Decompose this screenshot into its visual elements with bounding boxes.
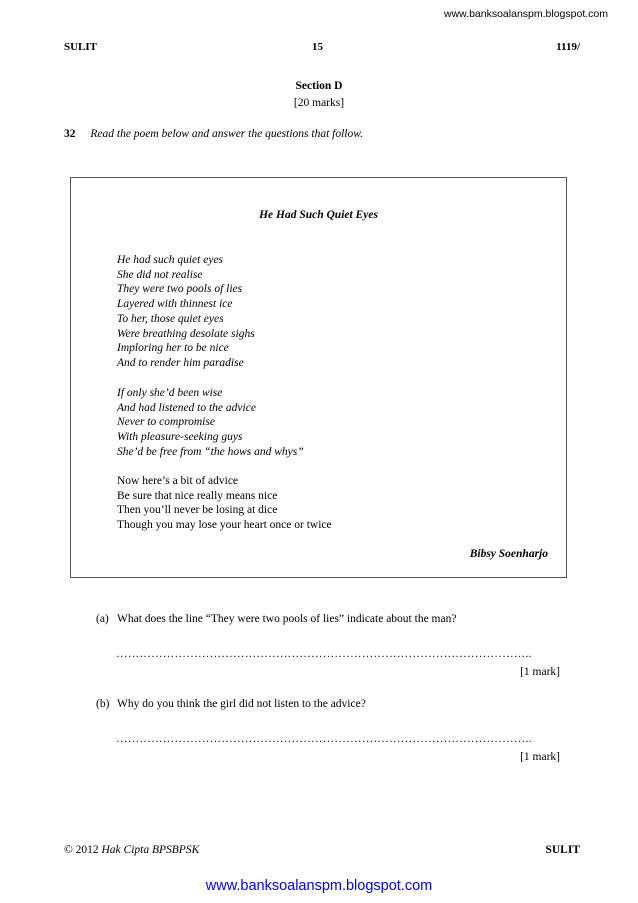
part-label: (a): [96, 613, 109, 625]
poem-stanza-2: [117, 386, 304, 460]
part-a-marks: [1 mark]: [520, 666, 560, 678]
poem-line: He had such quiet eyes: [117, 254, 224, 266]
poem-line: Be sure that nice really means nice: [117, 489, 278, 502]
poem-line: Never to compromise: [117, 416, 215, 429]
footer-sulit: SULIT: [545, 844, 580, 856]
question-instruction: Read the poem below and answer the questions that follow.: [90, 128, 363, 140]
copyright-year: © 2012: [64, 844, 99, 856]
poem-box: [70, 177, 567, 578]
question-line: [64, 128, 363, 140]
part-label: (b): [96, 698, 110, 710]
poem-stanza-1: [117, 253, 255, 371]
poem-stanza-3: [117, 474, 332, 533]
poem-line: She did not realise: [117, 268, 203, 281]
question-number: 32: [64, 128, 76, 140]
part-question: What does the line “They were two pools of lies” indicate about the man?: [117, 613, 457, 625]
footer-copyright: [64, 844, 199, 856]
part-question: Why do you think the girl did not listen to the advice?: [117, 698, 366, 710]
header-sulit: SULIT: [64, 41, 98, 53]
poem-line: She’d be free from “the hows and whys”: [117, 445, 304, 458]
poem-title: He Had Such Quiet Eyes: [259, 209, 378, 221]
poem-line: And to render him paradise: [117, 356, 244, 369]
poem-line: To her, those quiet eyes: [117, 312, 224, 325]
section-title: Section D: [295, 80, 343, 92]
paper-code: 1119/: [556, 41, 580, 53]
question-part-a: [96, 613, 456, 625]
poem-line: Were breathing desolate sighs: [117, 327, 255, 340]
poem-line: With pleasure-seeking guys: [117, 431, 243, 444]
poem-line: Then you’ll never be losing at dice: [117, 504, 278, 517]
poem-line: If only she’d been wise: [117, 387, 223, 399]
section-marks: [20 marks]: [293, 97, 345, 109]
poem-line: And had listened to the advice: [117, 401, 256, 414]
poem-line: They were two pools of lies: [117, 283, 243, 296]
bottom-url-link[interactable]: www.banksoalanspm.blogspot.com: [205, 878, 433, 894]
answer-line-a[interactable]: ……………………………………………………………………………………………..: [116, 648, 532, 660]
copyright-holder: Hak Cipta BPSBPSK: [101, 844, 200, 856]
poem-line: Imploring her to be nice: [117, 342, 229, 355]
poem-line: Now here’s a bit of advice: [117, 475, 239, 487]
top-url: www.banksoalanspm.blogspot.com: [443, 8, 608, 20]
answer-line-b[interactable]: ……………………………………………………………………………………………..: [116, 733, 532, 745]
poem-line: Though you may lose your heart once or twice: [117, 519, 332, 532]
part-b-marks: [1 mark]: [520, 751, 560, 763]
poem-line: Layered with thinnest ice: [117, 298, 233, 311]
page-number: 15: [312, 41, 323, 53]
question-part-b: [96, 698, 366, 710]
poem-author: Bibsy Soenharjo: [469, 548, 548, 560]
